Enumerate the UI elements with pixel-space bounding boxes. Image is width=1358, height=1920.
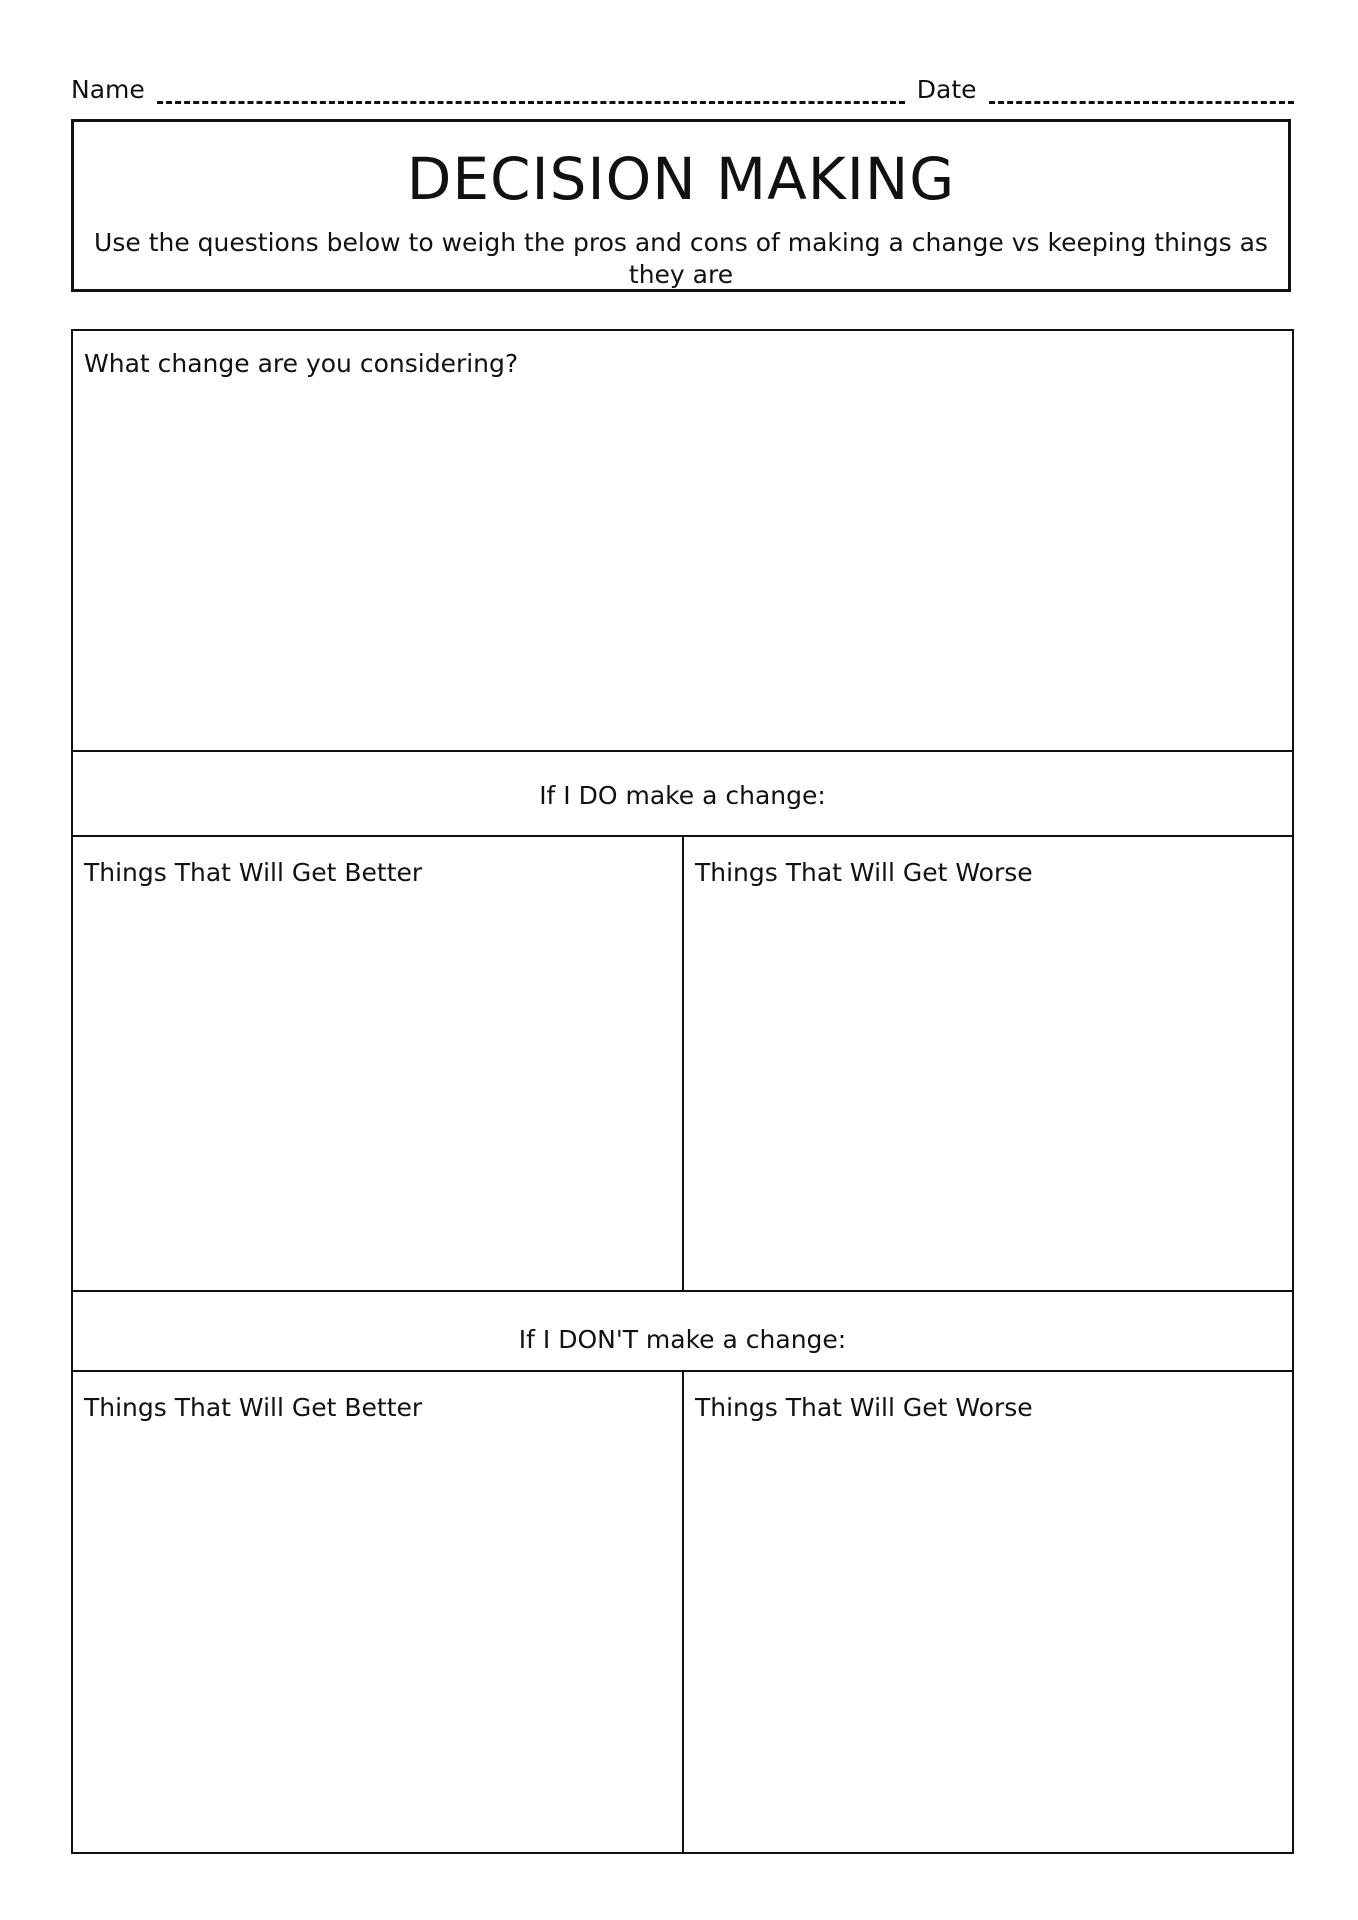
dont-worse-cell[interactable] xyxy=(684,1372,1292,1852)
name-label: Name xyxy=(71,75,145,104)
title-box xyxy=(71,119,1291,292)
date-label: Date xyxy=(916,75,977,104)
page-title: DECISION MAKING xyxy=(406,145,956,213)
dont-better-label: Things That Will Get Better xyxy=(84,1393,423,1422)
do-worse-label: Things That Will Get Worse xyxy=(695,858,1033,887)
worksheet-grid xyxy=(71,329,1294,1854)
date-field[interactable] xyxy=(989,77,1294,104)
name-date-row xyxy=(71,64,1294,104)
do-better-cell[interactable] xyxy=(73,837,682,1290)
dont-change-heading: If I DON'T make a change: xyxy=(518,1325,847,1354)
do-better-label: Things That Will Get Better xyxy=(84,858,423,887)
do-worse-cell[interactable] xyxy=(684,837,1292,1290)
name-field[interactable] xyxy=(157,77,905,104)
divider xyxy=(682,835,684,1292)
divider xyxy=(73,750,1292,752)
dont-worse-label: Things That Will Get Worse xyxy=(695,1393,1033,1422)
page-subtitle: Use the questions below to weigh the pros and cons of making a change vs keeping things as they are xyxy=(94,228,1268,289)
divider xyxy=(73,1290,1292,1292)
question-label: What change are you considering? xyxy=(84,349,519,378)
divider xyxy=(682,1370,684,1854)
dont-better-cell[interactable] xyxy=(73,1372,682,1852)
question-cell[interactable] xyxy=(73,331,1292,750)
do-change-heading: If I DO make a change: xyxy=(539,781,826,810)
